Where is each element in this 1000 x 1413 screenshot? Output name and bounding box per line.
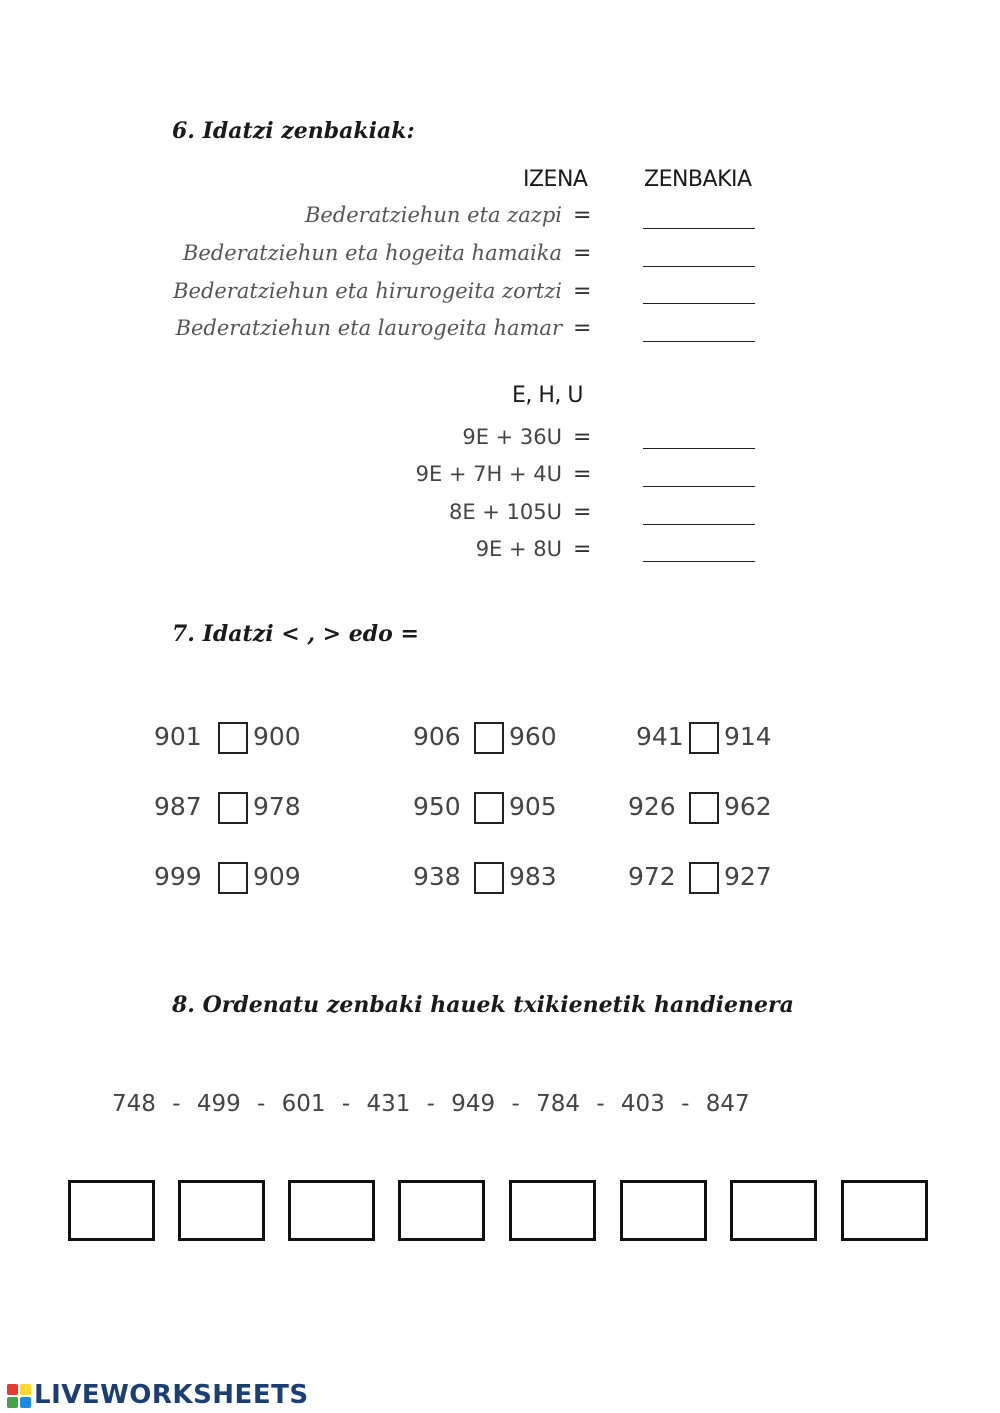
answer-line[interactable] — [643, 228, 755, 229]
equals-sign: = — [573, 537, 592, 562]
equals-sign: = — [573, 241, 592, 266]
answer-line[interactable] — [643, 524, 755, 525]
order-answer-box[interactable] — [178, 1180, 265, 1241]
compare-right-number: 914 — [724, 722, 772, 751]
answer-line[interactable] — [643, 303, 755, 304]
compare-answer-box[interactable] — [689, 862, 719, 894]
answer-line[interactable] — [643, 561, 755, 562]
equals-sign: = — [573, 425, 592, 450]
compare-right-number: 905 — [509, 792, 557, 821]
word-label: Bederatziehun eta zazpi — [304, 203, 562, 227]
compare-left-number: 906 — [413, 722, 461, 751]
compare-answer-box[interactable] — [218, 722, 248, 754]
equals-sign: = — [573, 279, 592, 304]
compare-right-number: 900 — [253, 722, 301, 751]
order-answer-box[interactable] — [841, 1180, 928, 1241]
compare-left-number: 987 — [154, 792, 202, 821]
order-answer-box[interactable] — [398, 1180, 485, 1241]
equals-sign: = — [573, 203, 592, 228]
answer-line[interactable] — [643, 486, 755, 487]
equals-sign: = — [573, 316, 592, 341]
compare-right-number: 978 — [253, 792, 301, 821]
section7-title: 7. Idatzi < , > edo = — [172, 621, 419, 647]
ehu-header: E, H, U — [512, 383, 584, 408]
compare-right-number: 927 — [724, 862, 772, 891]
compare-right-number: 909 — [253, 862, 301, 891]
equals-sign: = — [573, 500, 592, 525]
answer-line[interactable] — [643, 266, 755, 267]
liveworksheets-logo-icon — [6, 1383, 32, 1409]
word-label: Bederatziehun eta laurogeita hamar — [175, 316, 562, 340]
compare-left-number: 938 — [413, 862, 461, 891]
section8-title: 8. Ordenatu zenbaki hauek txikienetik handienera — [172, 992, 794, 1018]
compare-left-number: 901 — [154, 722, 202, 751]
compare-answer-box[interactable] — [218, 862, 248, 894]
col-header-name: IZENA — [523, 167, 588, 192]
order-answer-box[interactable] — [620, 1180, 707, 1241]
compare-left-number: 999 — [154, 862, 202, 891]
compare-answer-box[interactable] — [689, 792, 719, 824]
answer-line[interactable] — [643, 341, 755, 342]
compare-right-number: 962 — [724, 792, 772, 821]
ehu-expression: 8E + 105U — [448, 500, 562, 524]
order-answer-box[interactable] — [288, 1180, 375, 1241]
compare-right-number: 983 — [509, 862, 557, 891]
answer-line[interactable] — [643, 448, 755, 449]
word-label: Bederatziehun eta hirurogeita zortzi — [173, 279, 562, 303]
compare-left-number: 950 — [413, 792, 461, 821]
compare-answer-box[interactable] — [218, 792, 248, 824]
word-label: Bederatziehun eta hogeita hamaika — [182, 241, 562, 265]
compare-answer-box[interactable] — [474, 792, 504, 824]
compare-answer-box[interactable] — [689, 722, 719, 754]
order-answer-box[interactable] — [68, 1180, 155, 1241]
compare-left-number: 972 — [628, 862, 676, 891]
liveworksheets-brand[interactable]: LIVEWORKSHEETS — [34, 1380, 309, 1410]
number-sequence: 748 - 499 - 601 - 431 - 949 - 784 - 403 - 847 — [112, 1091, 750, 1117]
ehu-expression: 9E + 8U — [475, 537, 562, 561]
ehu-expression: 9E + 36U — [462, 425, 562, 449]
compare-left-number: 941 — [636, 722, 684, 751]
col-header-number: ZENBAKIA — [644, 167, 752, 192]
ehu-expression: 9E + 7H + 4U — [415, 462, 562, 486]
order-answer-box[interactable] — [730, 1180, 817, 1241]
section6-title: 6. Idatzi zenbakiak: — [172, 118, 415, 144]
compare-answer-box[interactable] — [474, 862, 504, 894]
compare-answer-box[interactable] — [474, 722, 504, 754]
order-answer-box[interactable] — [509, 1180, 596, 1241]
compare-left-number: 926 — [628, 792, 676, 821]
equals-sign: = — [573, 462, 592, 487]
compare-right-number: 960 — [509, 722, 557, 751]
